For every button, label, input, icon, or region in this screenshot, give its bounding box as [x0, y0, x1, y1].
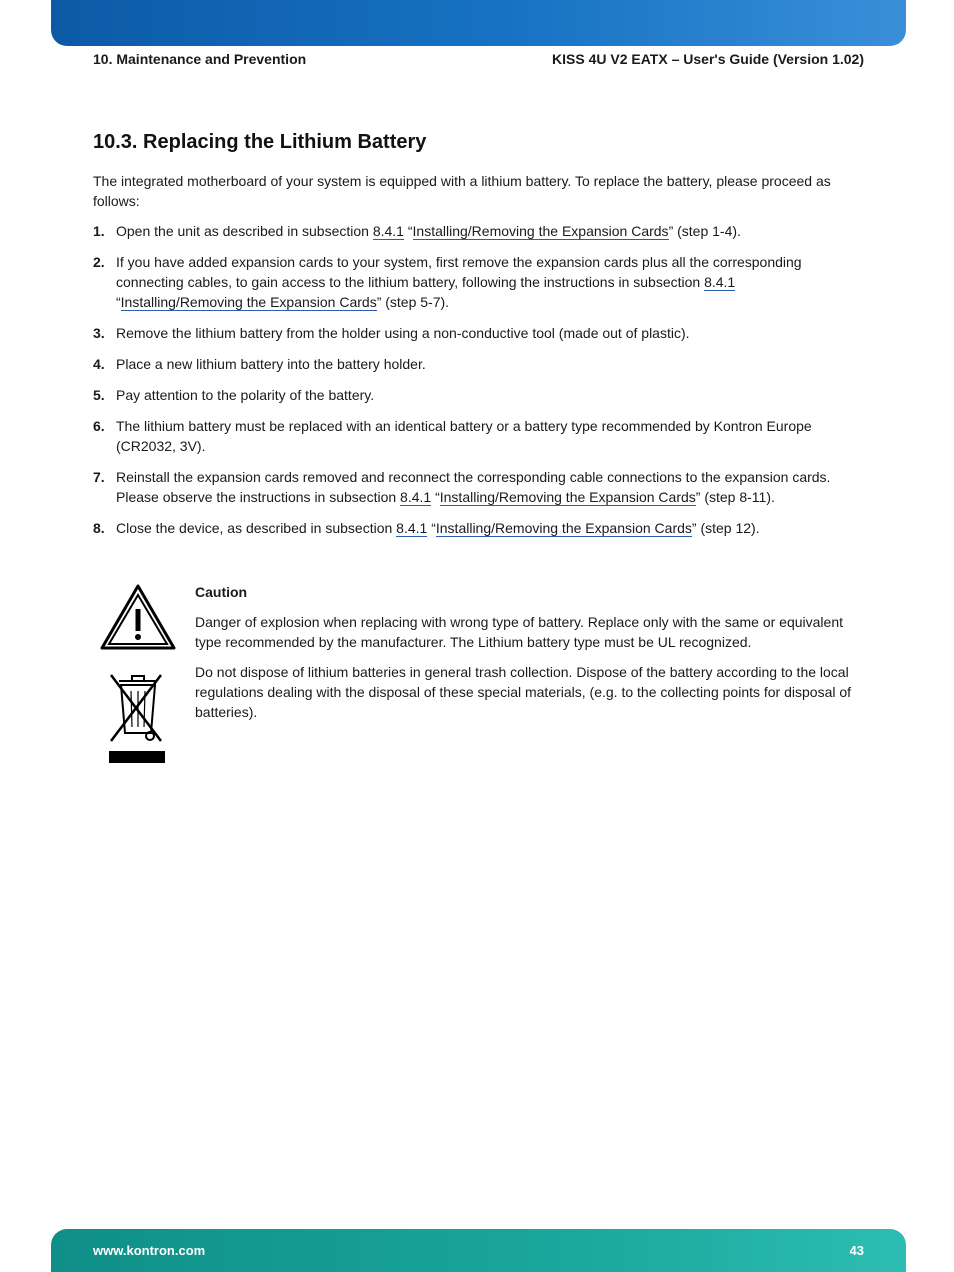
guide-title: KISS 4U V2 EATX – User's Guide (Version 1.02) — [552, 51, 864, 67]
step-number: 5. — [93, 387, 105, 403]
section-body — [93, 171, 864, 549]
step-number: 2. — [93, 254, 105, 270]
footer — [93, 1243, 864, 1258]
caution-icons — [99, 582, 177, 770]
header-band — [51, 0, 906, 46]
list-item — [93, 467, 864, 507]
step-number: 4. — [93, 356, 105, 372]
step-number: 1. — [93, 223, 105, 239]
step-suffix: ” (step 1-4). — [668, 223, 741, 239]
step-text: Reinstall the expansion cards removed and reconnect the corresponding cable connections to the expansion cards. Please observe the instructions in subsection — [116, 469, 831, 505]
intro-paragraph: The integrated motherboard of your system is equipped with a lithium battery. To replace the battery, please proceed as follows: — [93, 173, 831, 209]
caution-explosion-paragraph: Danger of explosion when replacing with wrong type of battery. Replace only with the same or equivalent type recommended by the manufacturer. The Lithium battery type must be UL recognized. — [195, 614, 843, 650]
list-item — [93, 416, 864, 456]
step-text: Close the device, as described in subsection — [116, 520, 397, 536]
step-suffix: ” (step 5-7). — [376, 294, 450, 310]
page-number: 43 — [849, 1243, 864, 1258]
list-item — [93, 323, 864, 343]
running-header — [93, 51, 864, 67]
step-text: Remove the lithium battery from the holder using a non-conductive tool (made out of plastic). — [116, 325, 690, 341]
subsection-link[interactable]: 8.4.1 — [396, 520, 428, 536]
step-text: The lithium battery must be replaced with an identical battery or a battery type recommended by Kontron Europe (CR2032, 3V). — [116, 418, 812, 454]
quote-open: “ — [431, 489, 440, 505]
quote-open: “ — [116, 294, 121, 310]
subsection-link[interactable]: 8.4.1 — [400, 489, 432, 505]
step-number: 8. — [93, 520, 105, 536]
crossed-bin-icon — [99, 667, 177, 765]
expansion-cards-link[interactable]: Installing/Removing the Expansion Cards — [120, 294, 377, 310]
chapter-title: 10. Maintenance and Prevention — [93, 51, 307, 67]
list-item — [93, 221, 864, 241]
step-text: Pay attention to the polarity of the battery. — [116, 387, 375, 403]
list-item — [93, 252, 864, 312]
step-text: Open the unit as described in subsection — [116, 223, 373, 239]
footer-url[interactable]: www.kontron.com — [93, 1243, 206, 1258]
step-suffix: ” (step 12). — [691, 520, 760, 536]
section-title: 10.3. Replacing the Lithium Battery — [93, 131, 427, 153]
list-item — [93, 385, 864, 405]
step-suffix: ” (step 8-11). — [695, 489, 775, 505]
step-list — [93, 221, 864, 538]
expansion-cards-link[interactable]: Installing/Removing the Expansion Cards — [439, 489, 696, 505]
list-item — [93, 518, 864, 538]
quote-open: “ — [403, 223, 413, 239]
caution-disposal-paragraph: Do not dispose of lithium batteries in general trash collection. Dispose of the battery according to the local regulations dealing with the disposal of these special materials, (e.g. to the collecting points for disposal of batteries). — [195, 664, 852, 720]
step-number: 7. — [93, 469, 105, 485]
subsection-link[interactable]: 8.4.1 — [704, 274, 736, 290]
expansion-cards-link[interactable]: Installing/Removing the Expansion Cards — [412, 223, 669, 239]
list-item — [93, 354, 864, 374]
step-number: 3. — [93, 325, 105, 341]
expansion-cards-link[interactable]: Installing/Removing the Expansion Cards — [435, 520, 692, 536]
quote-open: “ — [427, 520, 436, 536]
warning-triangle-icon — [99, 582, 177, 654]
step-text: Place a new lithium battery into the battery holder. — [116, 356, 426, 372]
step-number: 6. — [93, 418, 105, 434]
caution-heading: Caution — [195, 584, 248, 600]
caution-text — [195, 582, 865, 732]
step-text: If you have added expansion cards to your system, first remove the expansion cards plus all the corresponding connecting cables, to gain access to the lithium battery, following the instructions in subsection — [116, 254, 802, 290]
subsection-link[interactable]: 8.4.1 — [372, 223, 404, 239]
